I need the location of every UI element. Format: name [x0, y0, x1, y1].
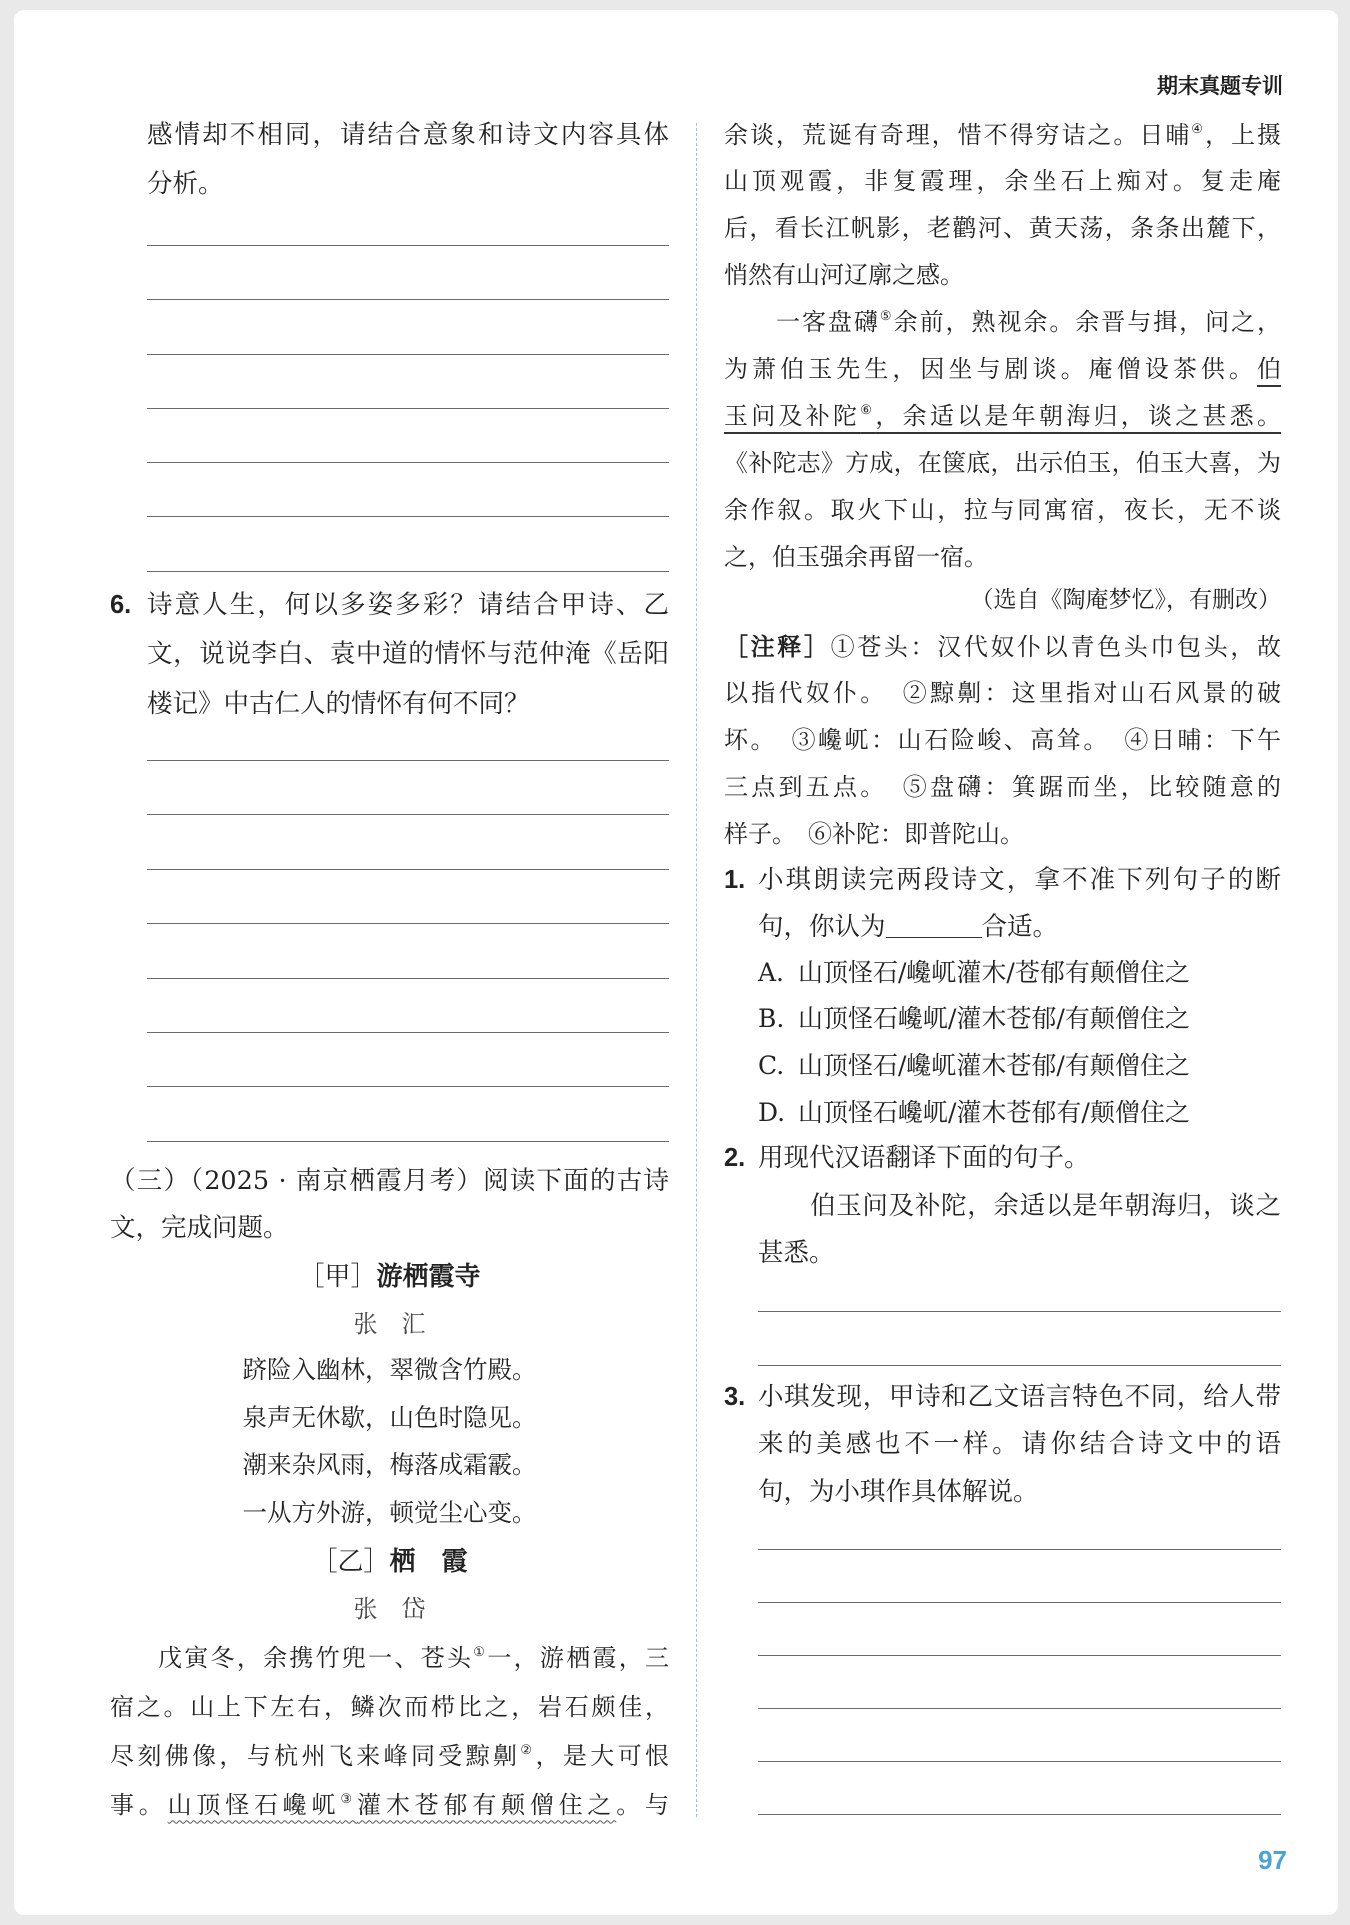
question-text-line: 分析。 — [147, 168, 224, 199]
prose-line: 后，看长江帆影，老鹳河、黄天荡，条条出麓下， — [724, 214, 1281, 243]
answer-line — [147, 192, 669, 246]
answer-line — [147, 300, 669, 354]
prose-text: 玉问及补陀 — [724, 401, 861, 430]
answer-line — [147, 409, 669, 463]
prose-line: 《补陀志》方成，在箧底，出示伯玉，伯玉大喜，为 — [724, 448, 1281, 477]
footnote-marker: ⑥ — [860, 403, 876, 419]
question-text-line: 楼记》中古仁人的情怀有何不同？ — [147, 688, 530, 719]
poem-title — [110, 1254, 669, 1301]
answer-line — [758, 1258, 1281, 1312]
footnote-marker: ⑤ — [879, 309, 894, 325]
question-number: 1. — [724, 865, 746, 894]
annotation-line: 坏。 ③巉屼：山石险峻、高耸。 ④日晡：下午 — [724, 726, 1281, 755]
prose-line — [110, 1781, 669, 1830]
option-label: C. — [758, 1051, 785, 1081]
question-2-text — [758, 1135, 1281, 1182]
poem-line: 潮来杂风雨，梅落成霜霰。 — [242, 1450, 537, 1480]
prose-text: 戊寅冬，余携竹兜一、苍头 — [158, 1643, 474, 1672]
prose-text: 一，游栖霞，三 — [487, 1643, 670, 1672]
poem-line: 一从方外游，顿觉尘心变。 — [242, 1498, 537, 1528]
fill-in-blank — [886, 912, 982, 939]
answer-line — [147, 1033, 669, 1087]
page-number: 97 — [1258, 1845, 1287, 1875]
sentence-line: 伯玉问及补陀，余适以是年朝海归，谈之 — [810, 1190, 1281, 1221]
question-text-line: 文，说说李白、袁中道的情怀与范仲淹《岳阳 — [147, 639, 669, 669]
prose-text: 尽刻佛像，与杭州飞来峰同受黥劓 — [110, 1741, 521, 1770]
section-heading — [110, 1158, 669, 1252]
question-3-text — [758, 1374, 1281, 1517]
prose-line: 余作叙。取火下山，拉与同寓宿，夜长，无不谈 — [724, 495, 1281, 524]
prose-text: 一客盘礴 — [776, 308, 880, 337]
option-label: A. — [758, 957, 785, 987]
answer-line — [147, 463, 669, 517]
answer-line — [147, 355, 669, 409]
prose-title — [110, 1539, 669, 1586]
prose-line — [724, 393, 1281, 440]
section-text-line: 文，完成问题。 — [110, 1212, 289, 1243]
option-text: 山顶怪石/巉屼灌木/苍郁有颠僧住之 — [798, 957, 1190, 987]
annotation-label: ［注释］ — [724, 631, 831, 661]
answer-options — [758, 950, 1281, 1137]
question-text-line: 句，为小琪作具体解说。 — [758, 1476, 1039, 1507]
source-citation: （选自《陶庵梦忆》，有删改） — [970, 586, 1281, 613]
question-text-line: 小琪朗读完两段诗文，拿不准下列句子的断 — [758, 864, 1281, 895]
prose-title-text: 栖 霞 — [389, 1546, 468, 1577]
running-header: 期末真题专训 — [1157, 74, 1283, 98]
prose-line — [110, 1732, 669, 1781]
answer-line — [147, 870, 669, 924]
answer-area — [758, 1258, 1281, 1366]
prose-text: 为萧伯玉先生，因坐与剧谈。庵僧设茶供。 — [724, 355, 1257, 384]
section-text-line: （三）（2025 · 南京栖霞月考）阅读下面的古诗 — [110, 1165, 669, 1196]
answer-line — [147, 979, 669, 1033]
answer-line — [147, 246, 669, 300]
footnote-marker: ② — [520, 1742, 536, 1758]
annotations — [724, 624, 1281, 858]
answer-area — [758, 1497, 1281, 1815]
question-1-text — [758, 857, 1281, 951]
answer-line — [147, 517, 669, 571]
answer-line — [758, 1709, 1281, 1762]
answer-area — [147, 707, 669, 1142]
prose-tag: ［乙］ — [311, 1546, 390, 1577]
poem-body — [110, 1346, 669, 1537]
question-text: 句，你认为 — [758, 911, 886, 942]
answer-line — [758, 1603, 1281, 1656]
footnote-marker: ④ — [1191, 121, 1206, 137]
prose-text: 余谈，荒诞有奇理，惜不得穷诘之。日晡 — [724, 120, 1192, 149]
prose-line: 之，伯玉强余再留一宿。 — [724, 542, 988, 571]
prose-line: 宿之。山上下左右，鳞次而栉比之，岩石颇佳， — [110, 1692, 669, 1721]
prose-text: 余前，熟视余。余晋与揖，问之， — [893, 308, 1281, 337]
footnote-marker: ③ — [340, 1791, 358, 1807]
answer-line — [147, 815, 669, 869]
annotation-text: ①苍头：汉代奴仆以青色头巾包头，故 — [830, 632, 1282, 661]
prose-line: 悄然有山河辽廓之感。 — [724, 261, 964, 290]
question-text-line: 诗意人生，何以多姿多彩？请结合甲诗、乙 — [147, 589, 669, 620]
footnote-marker: ① — [473, 1644, 488, 1660]
prose-body-continued — [724, 112, 1281, 581]
prose-text: ，是大可恨 — [535, 1741, 670, 1770]
prose-text: 。与 — [616, 1790, 670, 1819]
prose-text: 山顶怪石巉屼 — [167, 1790, 341, 1819]
question-text-line: 用现代汉语翻译下面的句子。 — [758, 1142, 1090, 1173]
answer-line — [147, 924, 669, 978]
option-c — [758, 1043, 1281, 1090]
wavy-underlined-sentence — [168, 1791, 617, 1819]
option-label: D. — [758, 1097, 786, 1127]
prose-text: ，余适以是年朝海归，谈之甚悉。 — [875, 401, 1282, 430]
annotation-line: 三点到五点。 ⑤盘礴：箕踞而坐，比较随意的 — [724, 772, 1281, 801]
poem-author: 张 汇 — [353, 1309, 426, 1338]
prose-text: 灌木苍郁有颠僧住之 — [357, 1790, 617, 1819]
option-a — [758, 950, 1281, 997]
option-text: 山顶怪石/巉屼灌木苍郁/有颠僧住之 — [798, 1051, 1190, 1081]
poem-line: 跻险入幽林，翠微含竹殿。 — [242, 1355, 537, 1384]
poem-title-text: 游栖霞寺 — [376, 1261, 481, 1292]
answer-line — [758, 1497, 1281, 1550]
question-text-line: 来的美感也不一样。请你结合诗文中的语 — [758, 1429, 1281, 1459]
answer-area — [147, 192, 669, 572]
question-number: 3. — [724, 1382, 746, 1411]
option-label: B. — [758, 1004, 785, 1034]
annotation-line: 以指代奴仆。 ②黥劓：这里指对山石风景的破 — [724, 679, 1281, 708]
question-number: 2. — [724, 1143, 746, 1172]
question-text-line — [758, 904, 1281, 951]
answer-line — [758, 1312, 1281, 1366]
annotation-line: 样子。 ⑥补陀：即普陀山。 — [724, 819, 1024, 848]
answer-line — [147, 1087, 669, 1141]
option-d — [758, 1090, 1281, 1137]
answer-line — [758, 1762, 1281, 1815]
underlined-sentence — [724, 402, 1281, 430]
poem-line: 泉声无休歇，山色时隐见。 — [242, 1402, 537, 1432]
prose-text: ，上摄 — [1205, 120, 1282, 149]
prose-line — [110, 1634, 669, 1683]
prose-line — [724, 346, 1281, 393]
prose-line — [724, 112, 1281, 159]
answer-line — [758, 1550, 1281, 1603]
annotation-line — [724, 624, 1281, 671]
prose-line: 山顶观霞，非复霞理，余坐石上痴对。复走庵 — [724, 167, 1281, 196]
question-text-line: 感情却不相同，请结合意象和诗文内容具体 — [147, 119, 669, 150]
question-number: 6. — [110, 590, 132, 619]
question-text: 合适。 — [981, 911, 1059, 942]
sentence-line: 甚悉。 — [758, 1237, 835, 1268]
answer-line — [758, 1656, 1281, 1709]
underlined-sentence: 伯 — [1257, 355, 1281, 384]
prose-text: 事。 — [110, 1790, 168, 1819]
poem-tag: ［甲］ — [298, 1261, 377, 1292]
option-text: 山顶怪石巉屼/灌木苍郁/有颠僧住之 — [798, 1004, 1190, 1034]
prose-line — [724, 299, 1281, 346]
option-b — [758, 996, 1281, 1043]
question-text-line: 小琪发现，甲诗和乙文语言特色不同，给人带 — [758, 1381, 1281, 1412]
answer-line — [147, 761, 669, 815]
answer-line — [147, 707, 669, 761]
column-divider — [696, 123, 697, 1817]
prose-author: 张 岱 — [353, 1594, 426, 1623]
prose-body — [110, 1634, 669, 1830]
option-text: 山顶怪石巉屼/灌木苍郁有/颠僧住之 — [798, 1097, 1190, 1127]
